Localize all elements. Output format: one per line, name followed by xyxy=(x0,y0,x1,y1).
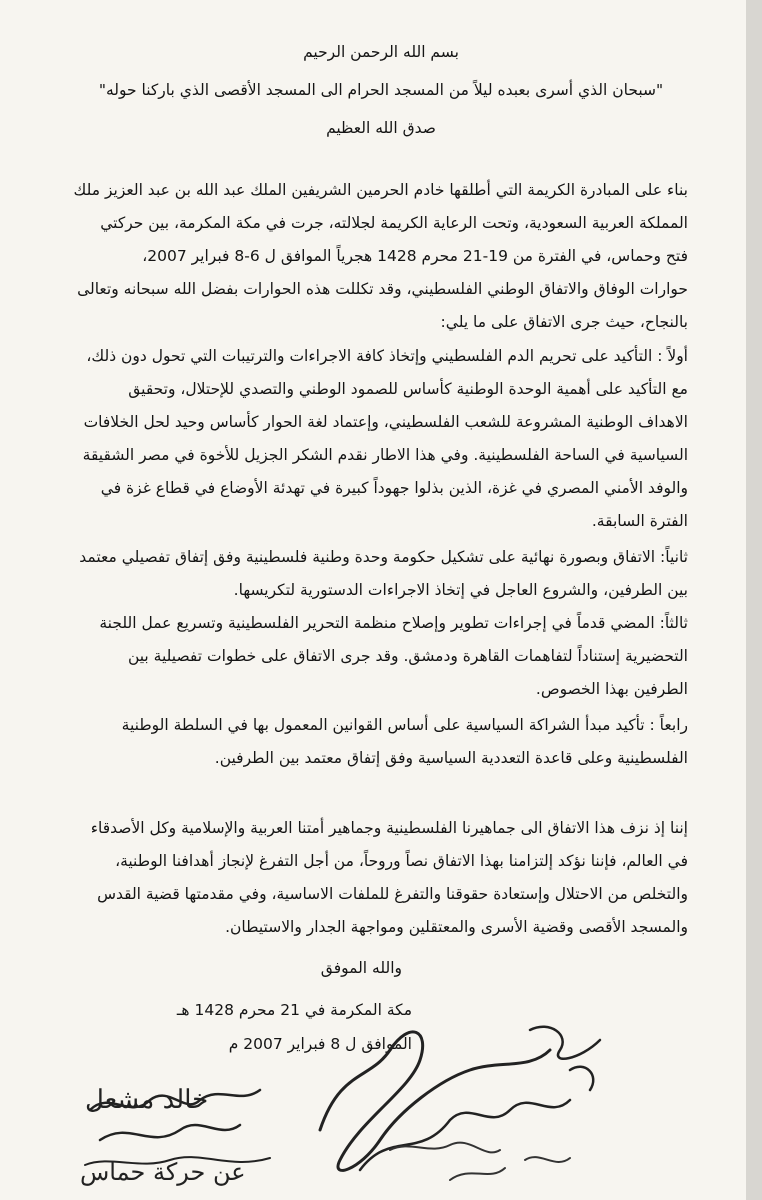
second-clause-line: بين الطرفين، والشروع العاجل في إتخاذ الاجراءات الدستورية لتكريسها. xyxy=(233,581,688,599)
fourth-clause-line: رابعاً : تأكيد مبدأ الشراكة السياسية على أساس القوانين المعمول بها في السلطة الوطنية xyxy=(121,716,688,734)
intro-line: فتح وحماس، في الفترة من 19-21 محرم 1428 هجرياً الموافق ل 6-8 فبراير 2007، xyxy=(142,247,688,265)
first-clause-line: مع التأكيد على أهمية الوحدة الوطنية كأساس للصمود الوطني والتصدي للإحتلال، وتحقيق xyxy=(128,380,688,398)
third-clause-line: التحضيرية إستناداً لتفاهمات القاهرة ودمشق. وقد جرى الاتفاق على خطوات تفصيلية بين xyxy=(127,647,688,665)
conclusion-line: في العالم، فإننا نؤكد إلتزامنا بهذا الاتفاق نصاً وروحاً، من أجل التفرغ لإنجاز أهدافنا الوطنية، xyxy=(115,852,688,870)
second-clause-line: ثانياً: الاتفاق وبصورة نهائية على تشكيل حكومة وحدة وطنية فلسطينية وفق إتفاق تفصيلي معتمد xyxy=(79,548,688,566)
signature-khaled-meshal: خالد مشعل xyxy=(85,1085,209,1115)
intro-line: بناء على المبادرة الكريمة التي أطلقها خادم الحرمين الشريفين الملك عبد الله بن عبد العزيز ملك xyxy=(73,181,688,199)
first-clause-line: والوفد الأمني المصري في غزة، الذين بذلوا جهوداً كبيرة في تهدئة الأوضاع في قطاع غزة في xyxy=(100,479,688,497)
closing-wallah: والله الموفق xyxy=(320,959,402,977)
intro-line: بالنجاح، حيث جرى الاتفاق على ما يلي: xyxy=(440,313,688,331)
closing-place-date: مكة المكرمة في 21 محرم 1428 هـ xyxy=(176,1001,412,1019)
basmala: بسم الله الرحمن الرحيم xyxy=(303,43,459,61)
first-clause-line: الفترة السابقة. xyxy=(591,512,688,530)
third-clause-line: ثالثاً: المضي قدماً في إجراءات تطوير وإصلاح منظمة التحرير الفلسطينية وتسريع عمل اللجنة xyxy=(99,614,688,632)
signature-on-behalf-hamas: عن حركة حماس xyxy=(80,1158,246,1186)
first-clause-line: الاهداف الوطنية المشروعة للشعب الفلسطيني، وإعتماد لغة الحوار كأساس وحيد لحل الخلافات xyxy=(83,413,688,431)
conclusion-line: والمسجد الأقصى وقضية الأسرى والمعتقلين ومواجهة الجدار والاستيطان. xyxy=(225,918,688,936)
conclusion-line: إننا إذ نزف هذا الاتفاق الى جماهيرنا الفلسطينية وجماهير أمتنا العربية والإسلامية وكل الأصدقاء xyxy=(90,819,688,837)
verse-closing: صدق الله العظيم xyxy=(326,119,436,137)
first-clause-line: السياسية في الساحة الفلسطينية. وفي هذا الاطار نقدم الشكر الجزيل للأخوة في مصر الشقيقة xyxy=(82,446,688,464)
third-clause-line: الطرفين بهذا الخصوص. xyxy=(535,680,688,698)
quran-verse: "سبحان الذي أسرى بعبده ليلاً من المسجد الحرام الى المسجد الأقصى الذي باركنا حوله" xyxy=(98,81,664,99)
conclusion-line: والتخلص من الاحتلال وإستعادة حقوقنا والتفرغ للملفات الاساسية، وفي مقدمتها قضية القدس xyxy=(97,885,688,903)
first-clause-line: أولاً : التأكيد على تحريم الدم الفلسطيني وإتخاذ كافة الاجراءات والترتيبات التي تحول دون ذلك، xyxy=(86,347,688,365)
fourth-clause-line: الفلسطينية وعلى قاعدة التعددية السياسية وفق إتفاق معتمد بين الطرفين. xyxy=(214,749,688,767)
intro-line: المملكة العربية السعودية، وتحت الرعاية الكريمة لجلالته، جرت في مكة المكرمة، بين حركتي xyxy=(100,214,688,232)
signature-scribbles-right xyxy=(300,1010,630,1200)
scan-edge xyxy=(746,0,762,1200)
closing-greg-date: الموافق ل 8 فبراير 2007 م xyxy=(228,1035,412,1053)
intro-line: حوارات الوفاق والاتفاق الوطني الفلسطيني، وقد تكللت هذه الحوارات بفضل الله سبحانه وتعالى xyxy=(77,280,688,298)
